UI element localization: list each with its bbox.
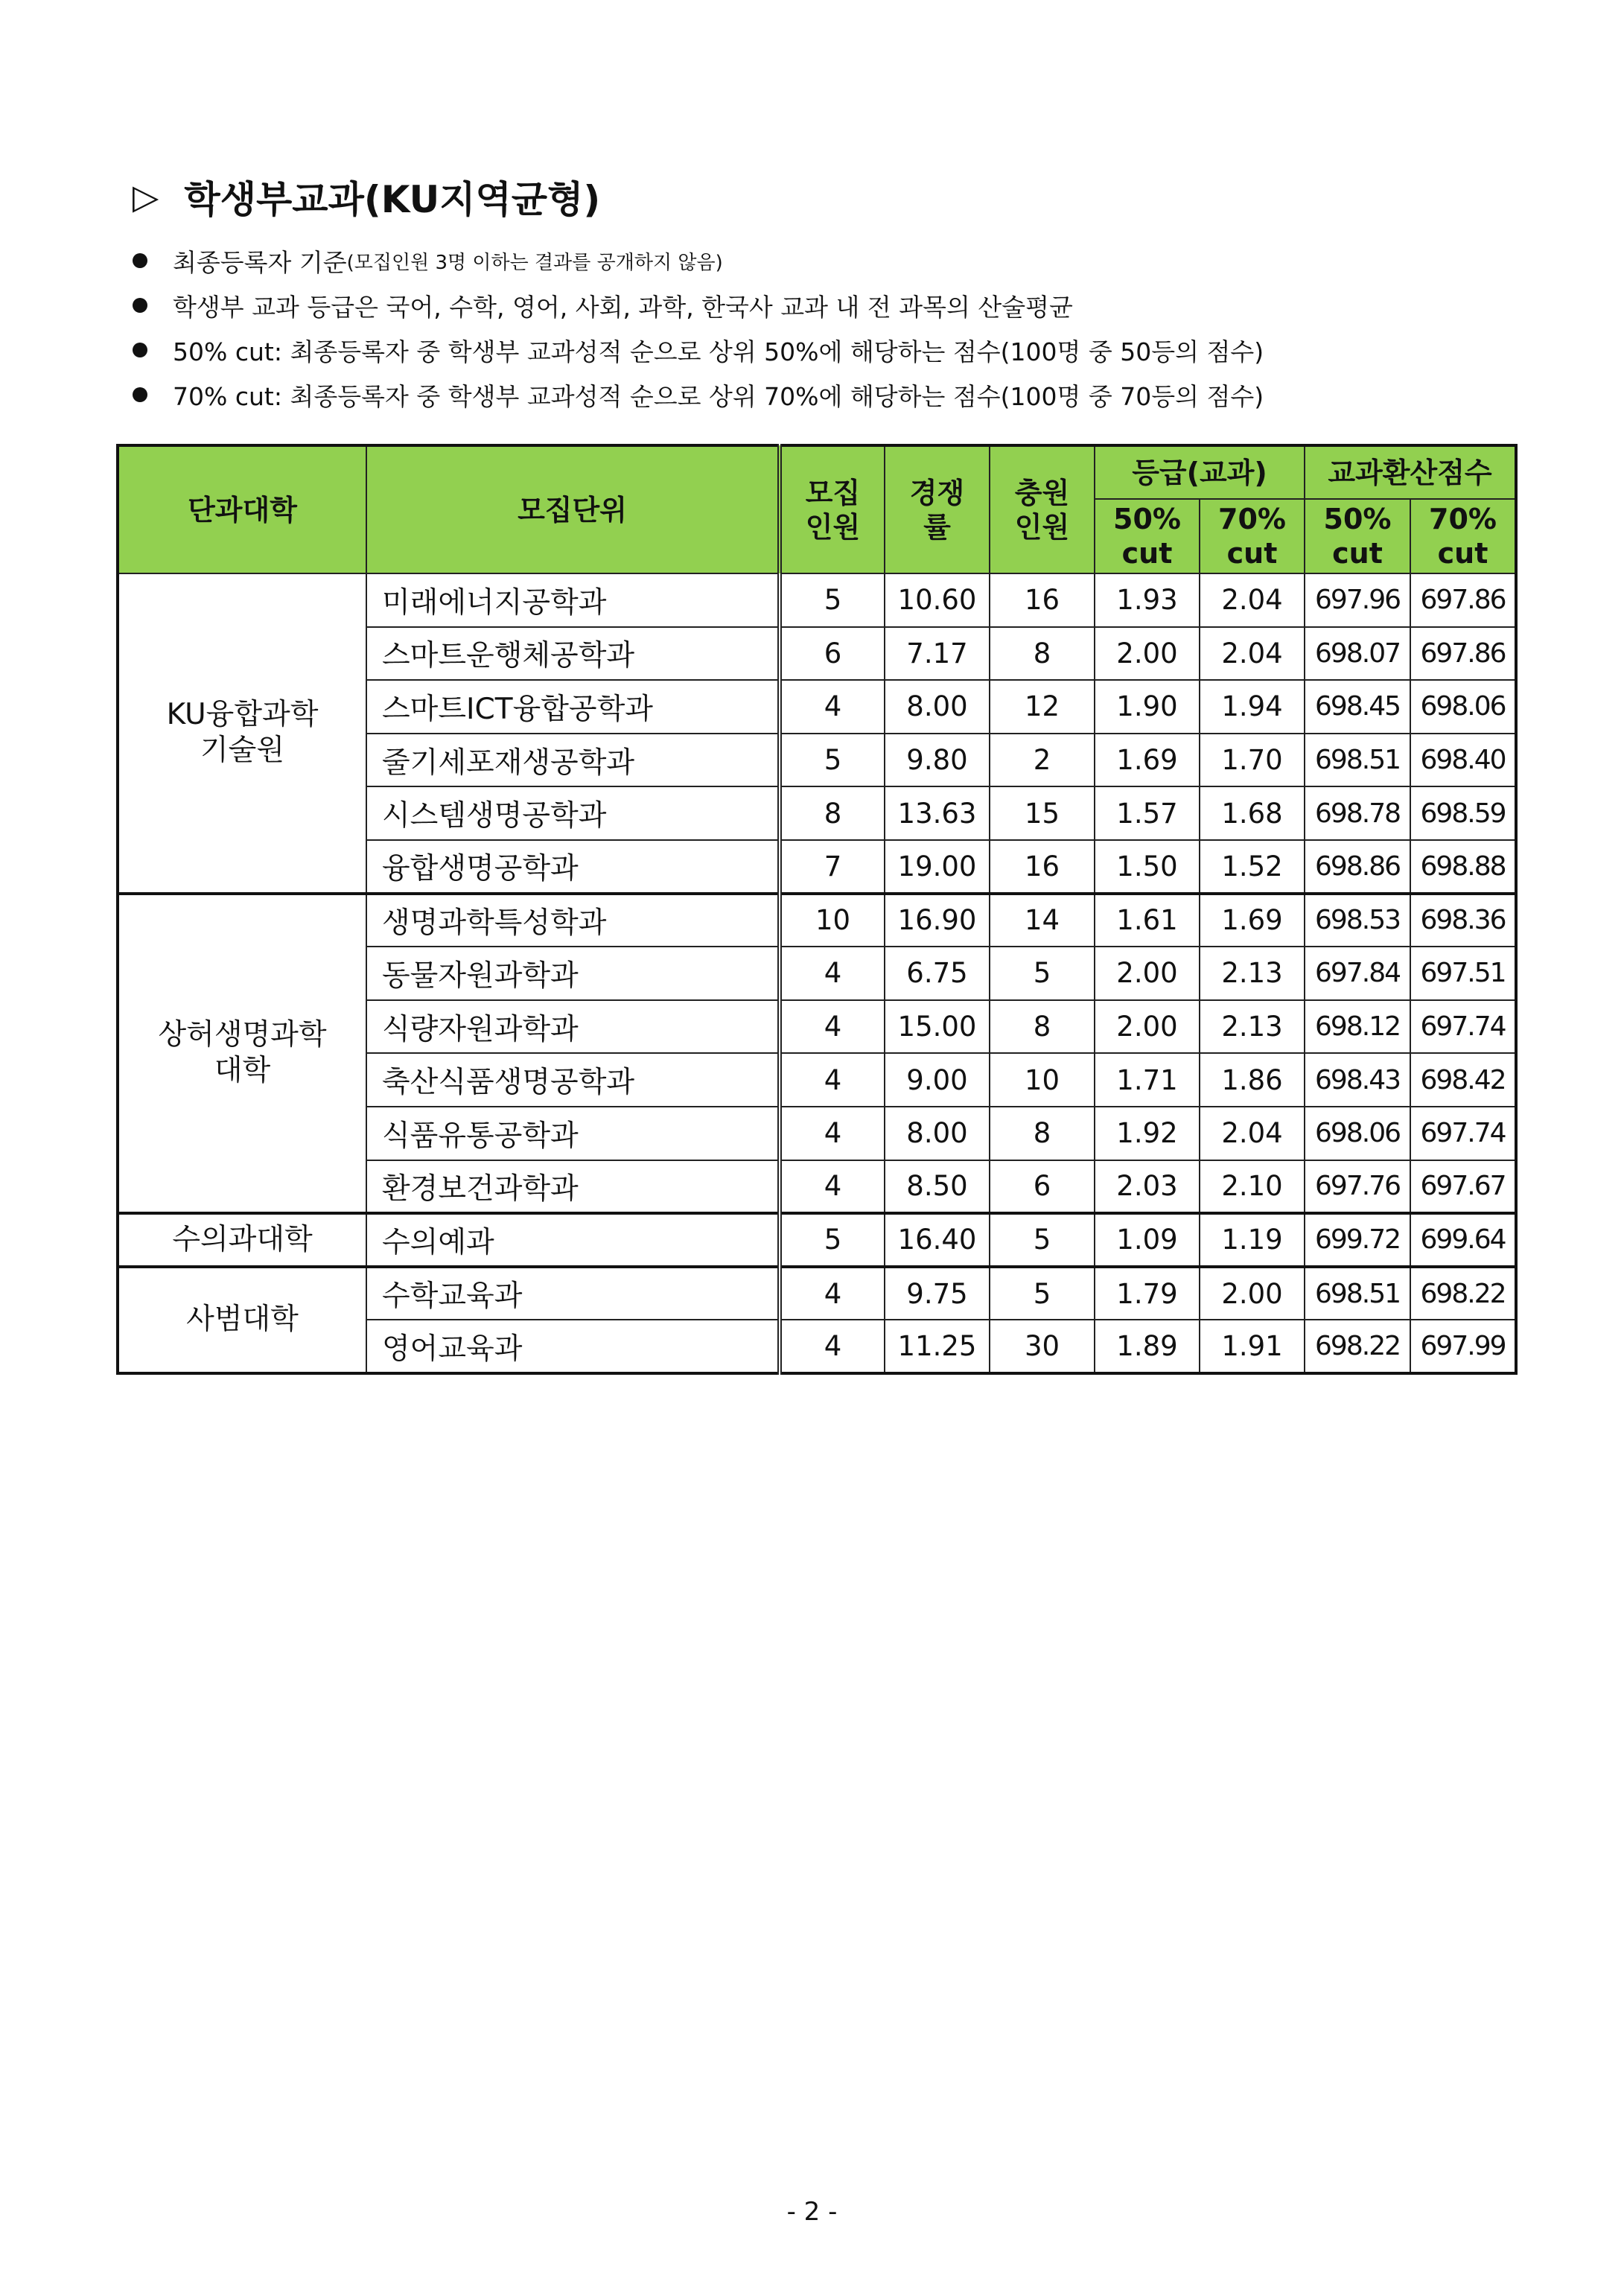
extra-cell: 5 — [990, 1267, 1095, 1320]
bullet-icon — [133, 343, 147, 357]
score-70-cell: 697.86 — [1410, 573, 1516, 627]
grade-70-cell: 1.70 — [1200, 734, 1305, 787]
extra-cell: 2 — [990, 734, 1095, 787]
extra-cell: 16 — [990, 840, 1095, 894]
ratio-cell: 9.80 — [885, 734, 990, 787]
quota-cell: 5 — [780, 734, 885, 787]
quota-cell: 8 — [780, 786, 885, 840]
extra-cell: 5 — [990, 947, 1095, 1000]
grade-70-cell: 1.52 — [1200, 840, 1305, 894]
unit-cell: 식량자원과학과 — [366, 1000, 780, 1054]
header-grade-70: 70% cut — [1200, 499, 1305, 573]
extra-cell: 15 — [990, 786, 1095, 840]
table-row — [118, 894, 1516, 947]
grade-50-cell: 1.90 — [1095, 680, 1200, 734]
unit-cell: 스마트운행체공학과 — [366, 627, 780, 681]
grade-70-cell: 1.68 — [1200, 786, 1305, 840]
extra-cell: 16 — [990, 573, 1095, 627]
grade-70-cell: 2.00 — [1200, 1267, 1305, 1320]
score-70-cell: 698.36 — [1410, 894, 1516, 947]
header-unit: 모집단위 — [366, 445, 780, 573]
unit-cell: 생명과학특성학과 — [366, 894, 780, 947]
grade-50-cell: 1.71 — [1095, 1053, 1200, 1107]
grade-50-cell: 1.93 — [1095, 573, 1200, 627]
grade-70-cell: 1.94 — [1200, 680, 1305, 734]
score-70-cell: 698.40 — [1410, 734, 1516, 787]
note-text: 학생부 교과 등급은 국어, 수학, 영어, 사회, 과학, 한국사 교과 내 전 과목의 산술평균 — [173, 292, 1073, 322]
score-70-cell: 698.06 — [1410, 680, 1516, 734]
table-row — [118, 573, 1516, 627]
unit-cell: 스마트ICT융합공학과 — [366, 680, 780, 734]
quota-cell: 4 — [780, 1000, 885, 1054]
score-50-cell: 698.45 — [1305, 680, 1410, 734]
triangle-marker-icon: ▷ — [133, 177, 159, 217]
grade-50-cell: 1.61 — [1095, 894, 1200, 947]
header-score-group: 교과환산점수 — [1305, 445, 1516, 499]
quota-cell: 4 — [780, 1053, 885, 1107]
note-item — [133, 283, 1264, 328]
quota-cell: 4 — [780, 1320, 885, 1373]
header-college: 단과대학 — [118, 445, 366, 573]
quota-cell: 7 — [780, 840, 885, 894]
grade-50-cell: 1.79 — [1095, 1267, 1200, 1320]
score-70-cell: 697.74 — [1410, 1107, 1516, 1160]
extra-cell: 10 — [990, 1053, 1095, 1107]
note-text: 70% cut: 최종등록자 중 학생부 교과성적 순으로 상위 70%에 해당하는 점수(100명 중 70등의 점수) — [173, 381, 1264, 411]
quota-cell: 4 — [780, 680, 885, 734]
college-cell: 상허생명과학 대학 — [118, 894, 366, 1214]
grade-70-cell: 2.04 — [1200, 1107, 1305, 1160]
score-50-cell: 698.78 — [1305, 786, 1410, 840]
grade-50-cell: 2.00 — [1095, 1000, 1200, 1054]
grade-50-cell: 2.00 — [1095, 947, 1200, 1000]
extra-cell: 6 — [990, 1160, 1095, 1214]
score-70-cell: 697.51 — [1410, 947, 1516, 1000]
note-small-text: (모집인원 3명 이하는 결과를 공개하지 않음) — [346, 251, 723, 274]
score-50-cell: 697.84 — [1305, 947, 1410, 1000]
unit-cell: 수학교육과 — [366, 1267, 780, 1320]
bullet-icon — [133, 298, 147, 313]
score-70-cell: 697.99 — [1410, 1320, 1516, 1373]
unit-cell: 식품유통공학과 — [366, 1107, 780, 1160]
ratio-cell: 6.75 — [885, 947, 990, 1000]
header-score-70: 70% cut — [1410, 499, 1516, 573]
quota-cell: 4 — [780, 947, 885, 1000]
bullet-icon — [133, 387, 147, 402]
grade-50-cell: 1.69 — [1095, 734, 1200, 787]
header-ratio: 경쟁 률 — [885, 445, 990, 573]
score-50-cell: 698.06 — [1305, 1107, 1410, 1160]
quota-cell: 4 — [780, 1107, 885, 1160]
grade-70-cell: 1.91 — [1200, 1320, 1305, 1373]
table-row — [118, 1213, 1516, 1267]
score-50-cell: 698.07 — [1305, 627, 1410, 681]
ratio-cell: 13.63 — [885, 786, 990, 840]
unit-cell: 축산식품생명공학과 — [366, 1053, 780, 1107]
grade-50-cell: 1.92 — [1095, 1107, 1200, 1160]
extra-cell: 14 — [990, 894, 1095, 947]
note-item — [133, 328, 1264, 372]
ratio-cell: 9.75 — [885, 1267, 990, 1320]
grade-70-cell: 2.13 — [1200, 1000, 1305, 1054]
extra-cell: 5 — [990, 1213, 1095, 1267]
grade-70-cell: 1.69 — [1200, 894, 1305, 947]
ratio-cell: 15.00 — [885, 1000, 990, 1054]
ratio-cell: 11.25 — [885, 1320, 990, 1373]
table-row — [118, 1267, 1516, 1320]
unit-cell: 시스템생명공학과 — [366, 786, 780, 840]
extra-cell: 12 — [990, 680, 1095, 734]
bullet-icon — [133, 253, 147, 268]
grade-50-cell: 1.89 — [1095, 1320, 1200, 1373]
college-cell: 수의과대학 — [118, 1213, 366, 1267]
score-70-cell: 698.42 — [1410, 1053, 1516, 1107]
score-70-cell: 697.67 — [1410, 1160, 1516, 1214]
ratio-cell: 10.60 — [885, 573, 990, 627]
score-50-cell: 698.12 — [1305, 1000, 1410, 1054]
quota-cell: 5 — [780, 573, 885, 627]
ratio-cell: 8.00 — [885, 680, 990, 734]
score-70-cell: 699.64 — [1410, 1213, 1516, 1267]
ratio-cell: 8.00 — [885, 1107, 990, 1160]
quota-cell: 6 — [780, 627, 885, 681]
unit-cell: 줄기세포재생공학과 — [366, 734, 780, 787]
header-quota: 모집 인원 — [780, 445, 885, 573]
grade-70-cell: 2.04 — [1200, 627, 1305, 681]
grade-50-cell: 2.03 — [1095, 1160, 1200, 1214]
extra-cell: 30 — [990, 1320, 1095, 1373]
ratio-cell: 9.00 — [885, 1053, 990, 1107]
grade-70-cell: 2.10 — [1200, 1160, 1305, 1214]
ratio-cell: 16.40 — [885, 1213, 990, 1267]
score-50-cell: 698.51 — [1305, 1267, 1410, 1320]
score-50-cell: 697.96 — [1305, 573, 1410, 627]
ratio-cell: 8.50 — [885, 1160, 990, 1214]
score-50-cell: 698.53 — [1305, 894, 1410, 947]
score-50-cell: 698.51 — [1305, 734, 1410, 787]
score-50-cell: 698.22 — [1305, 1320, 1410, 1373]
results-table — [116, 444, 1518, 1375]
unit-cell: 영어교육과 — [366, 1320, 780, 1373]
unit-cell: 동물자원과학과 — [366, 947, 780, 1000]
note-item — [133, 372, 1264, 417]
score-70-cell: 698.88 — [1410, 840, 1516, 894]
extra-cell: 8 — [990, 1107, 1095, 1160]
header-grade-50: 50% cut — [1095, 499, 1200, 573]
grade-70-cell: 2.04 — [1200, 573, 1305, 627]
ratio-cell: 19.00 — [885, 840, 990, 894]
grade-70-cell: 1.86 — [1200, 1053, 1305, 1107]
grade-70-cell: 2.13 — [1200, 947, 1305, 1000]
score-50-cell: 697.76 — [1305, 1160, 1410, 1214]
extra-cell: 8 — [990, 627, 1095, 681]
college-cell: KU융합과학 기술원 — [118, 573, 366, 894]
score-70-cell: 698.59 — [1410, 786, 1516, 840]
unit-cell: 환경보건과학과 — [366, 1160, 780, 1214]
section-title — [133, 170, 600, 223]
ratio-cell: 7.17 — [885, 627, 990, 681]
quota-cell: 10 — [780, 894, 885, 947]
score-50-cell: 698.43 — [1305, 1053, 1410, 1107]
score-70-cell: 697.74 — [1410, 1000, 1516, 1054]
grade-50-cell: 1.57 — [1095, 786, 1200, 840]
page-number: - 2 - — [786, 2197, 838, 2227]
quota-cell: 4 — [780, 1160, 885, 1214]
score-70-cell: 698.22 — [1410, 1267, 1516, 1320]
college-cell: 사범대학 — [118, 1267, 366, 1373]
grade-50-cell: 1.09 — [1095, 1213, 1200, 1267]
header-grade-group: 등급(교과) — [1095, 445, 1305, 499]
quota-cell: 4 — [780, 1267, 885, 1320]
extra-cell: 8 — [990, 1000, 1095, 1054]
quota-cell: 5 — [780, 1213, 885, 1267]
score-50-cell: 698.86 — [1305, 840, 1410, 894]
header-score-50: 50% cut — [1305, 499, 1410, 573]
score-70-cell: 697.86 — [1410, 627, 1516, 681]
grade-70-cell: 1.19 — [1200, 1213, 1305, 1267]
unit-cell: 수의예과 — [366, 1213, 780, 1267]
note-text: 최종등록자 기준 — [173, 247, 347, 277]
unit-cell: 미래에너지공학과 — [366, 573, 780, 627]
notes-list — [133, 238, 1264, 417]
section-title-text: 학생부교과(KU지역균형) — [184, 178, 601, 221]
grade-50-cell: 2.00 — [1095, 627, 1200, 681]
note-item — [133, 238, 1264, 283]
header-extra: 충원 인원 — [990, 445, 1095, 573]
ratio-cell: 16.90 — [885, 894, 990, 947]
unit-cell: 융합생명공학과 — [366, 840, 780, 894]
grade-50-cell: 1.50 — [1095, 840, 1200, 894]
score-50-cell: 699.72 — [1305, 1213, 1410, 1267]
note-text: 50% cut: 최종등록자 중 학생부 교과성적 순으로 상위 50%에 해당하는 점수(100명 중 50등의 점수) — [173, 337, 1264, 366]
